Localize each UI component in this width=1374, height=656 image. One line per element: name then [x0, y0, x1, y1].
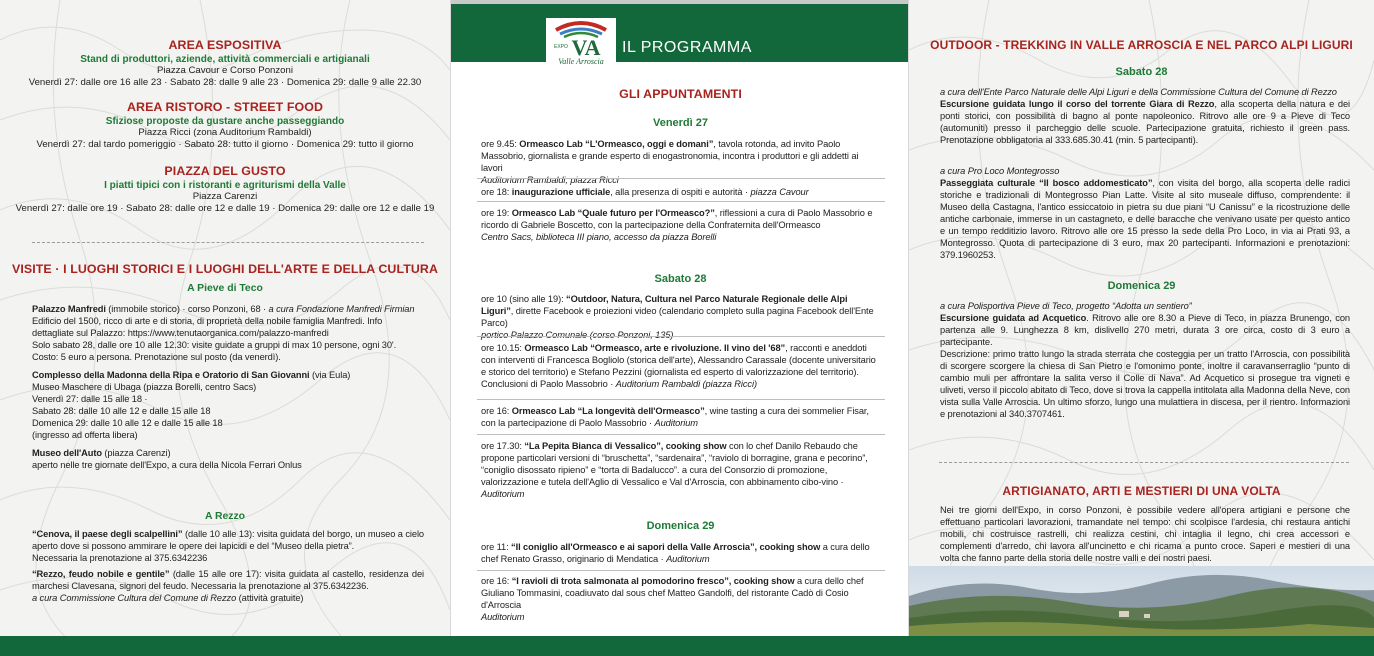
- madonna-ripa-museo: Museo Maschere di Ubaga (piazza Borelli, centro Sacs): [32, 382, 257, 392]
- programma-title: IL PROGRAMMA: [622, 39, 752, 56]
- palazzo-manfredi-address: (immobile storico) · corso Ponzoni, 68 ·: [105, 304, 269, 314]
- madonna-ripa-name: Complesso della Madonna della Ripa e Oratorio di San Giovanni: [32, 370, 310, 380]
- piazza-gusto-hours: Venerdì 27: dalle ore 19 · Sabato 28: dalle ore 12 e dalle 19 · Domenica 29: dalle ore 12 e dalle 19: [15, 203, 435, 215]
- area-ristoro-hours: Venerdì 27: dal tardo pomeriggio · Sabato 28: tutto il giorno · Domenica 29: tutto il giorno: [36, 139, 414, 151]
- event-v2: [481, 186, 881, 198]
- cenova-block: [32, 528, 424, 552]
- event-place: Auditorium: [654, 418, 698, 428]
- cenova-prenotazione: Necessaria la prenotazione al 375.6342236: [32, 553, 208, 563]
- madonna-ripa-venerdi: Venerdì 27: dalle 15 alle 18 ·: [32, 394, 148, 404]
- museo-auto-name: Museo dell'Auto: [32, 448, 102, 458]
- event-time: ore 16:: [481, 406, 512, 416]
- trek-giara-title: Escursione guidata lungo il corso del torrente Giara di Rezzo: [940, 99, 1215, 109]
- event-divider: [477, 399, 885, 400]
- madonna-ripa-sabato: Sabato 28: dalle 10 alle 12 e dalle 15 alle 18: [32, 406, 211, 416]
- palazzo-manfredi-schedule: Solo sabato 28, dalle ore 10 alle 12.30: visite guidate a gruppi di max 10 persone, ogni 30'.: [32, 340, 397, 350]
- madonna-ripa-block: [32, 369, 424, 441]
- outdoor-sabato-heading: Sabato 28: [1115, 66, 1168, 78]
- logo-name-text: Valle Arroscia: [558, 57, 604, 66]
- rezzo-cura-line: [32, 592, 424, 604]
- left-panel: [0, 0, 450, 656]
- event-text: , racconti e aneddoti con interventi di Francesca Bogliolo (storica dell'arte), Alessandro Carassale (docente universitario e storico del territorio) e Stefano Pezzini (giornalista ed esperto di valorizzazione del territorio). Conclusioni di Paolo Massobrio ·: [481, 343, 876, 389]
- outdoor-title: OUTDOOR - TREKKING IN VALLE ARROSCIA E NEL PARCO ALPI LIGURI: [930, 38, 1353, 52]
- area-espositiva-title: AREA ESPOSITIVA: [168, 38, 282, 52]
- event-time: ore 10.15:: [481, 343, 525, 353]
- event-s1: [481, 293, 881, 341]
- event-place: Auditorium Rambaldi, piazza Ricci: [481, 175, 619, 185]
- artigianato-title: ARTIGIANATO, ARTI E MESTIERI DI UNA VOLTA: [1002, 484, 1281, 498]
- event-time: ore 16:: [481, 576, 512, 586]
- expo-valle-arroscia-logo: [546, 18, 616, 66]
- artigianato-text: Nei tre giorni dell'Expo, in corso Ponzoni, è possibile vedere all'opera artigiani e persone che effettuano particolari lavorazioni, tramandate nel tempo: chi scolpisce l'ardesia, chi restaura antichi mobili, chi costruisce rastrelli, chi realizza cestini, chi intaglia il legno, chi crea accessori e complementi d'arredo, chi lavora all'uncinetto e chi ricama a punto croce. Saperi e mestieri di una volta che fanno parte della storia delle nostre valli e dei nostri paesi.: [940, 505, 1350, 563]
- event-s2: [481, 342, 881, 390]
- valley-landscape-photo: [909, 566, 1374, 636]
- feudo-text: (dalle 15 alle ore 17): visita guidata al castello, residenza dei marchesi Clavesana, signori del feudo. Necessaria la prenotazione al 375.6342236.: [32, 569, 424, 591]
- madonna-ripa-via: (via Eula): [309, 370, 351, 380]
- acquetico-title: Escursione guidata ad Acquetico: [940, 313, 1087, 323]
- bosco-block: [940, 165, 1350, 261]
- sabato-heading: Sabato 28: [654, 273, 707, 285]
- trek-giara-cura: a cura dell'Ente Parco Naturale delle Alpi Liguri e della Commissione Cultura del Comune di Rezzo: [940, 87, 1337, 97]
- museo-auto-block: [32, 447, 424, 471]
- event-divider: [477, 434, 885, 435]
- event-place: portico Palazzo Comunale (corso Ponzoni, 135): [481, 330, 674, 340]
- event-time: ore 9.45:: [481, 139, 520, 149]
- event-text: a cura dello chef Giuliano Tommasini, coadiuvato dal sous chef Matteo Gandolfi, del ristorante Cadò di Cosio d'Arroscia: [481, 576, 864, 610]
- piazza-gusto-place: Piazza Carenzi: [192, 191, 258, 202]
- piazza-gusto-subtitle: I piatti tipici con i ristoranti e agriturismi della Valle: [104, 180, 346, 191]
- event-text: , dirette Facebook e proiezioni video (calendario completo sulla pagina Facebook dell'Ente Parco): [481, 306, 874, 328]
- event-title: “I ravioli di trota salmonata al pomodorino fresco”, cooking show: [511, 576, 795, 586]
- event-s3: [481, 405, 881, 429]
- event-time: ore 18:: [481, 187, 512, 197]
- bosco-title: Passeggiata culturale “Il bosco addomesticato”: [940, 178, 1153, 188]
- event-text: , riflessioni a cura di Paolo Massobrio e ricordo di Gabriele Boscetto, con la partecipazione della Confraternita dell'Ormeasco: [481, 208, 873, 230]
- event-s4: [481, 440, 881, 500]
- footer-band: [0, 636, 1374, 656]
- visite-title: VISITE · I LUOGHI STORICI E I LUOGHI DELL'ARTE E DELLA CULTURA: [11, 262, 439, 276]
- acquetico-desc: Descrizione: primo tratto lungo la strada sterrata che costeggia per un tratto l'Arroscia, con possibilità di scorgere scorgere la chiesa di San Pietro e l'omonimo ponte, inoltre il caravanserraglio “punto di cambio muli per affrontare la salita verso il Colle di Nava”. Ad Acquetico si prosegue tra vigneti e uliveti, verso il piccolo abitato di Teco, dove si trova la cappella intitolata alla Madonna della Neve, con vista sulla Valle Arroscia. Un ultimo sforzo, lungo una mulattiera in discesa, per il rientro. Informazioni e prenotazioni al 340.3707461.: [940, 349, 1350, 419]
- venerdi-heading: Venerdì 27: [652, 117, 709, 129]
- event-divider: [477, 201, 885, 202]
- outdoor-domenica-heading: Domenica 29: [1107, 280, 1176, 292]
- event-divider: [477, 570, 885, 571]
- appuntamenti-title: GLI APPUNTAMENTI: [619, 87, 742, 101]
- event-place: Auditorium: [666, 554, 710, 564]
- event-title: “Il coniglio all'Ormeasco e ai sapori della Valle Arroscia”, cooking show: [511, 542, 821, 552]
- event-divider: [477, 336, 885, 337]
- cenova-name: “Cenova, il paese degli scalpellini”: [32, 529, 183, 539]
- section-divider: [32, 242, 424, 243]
- piazza-gusto-title: PIAZZA DEL GUSTO: [164, 164, 286, 178]
- palazzo-manfredi-cura: a cura Fondazione Manfredi Firmian: [268, 304, 415, 314]
- museo-auto-desc: aperto nelle tre giornate dell'Expo, a cura della Nicola Ferrari Onlus: [32, 460, 302, 470]
- acquetico-cura: a cura Polisportiva Pieve di Teco, progetto “Adotta un sentiero”: [940, 301, 1192, 311]
- area-ristoro-place: Piazza Ricci (zona Auditorium Rambaldi): [138, 127, 312, 138]
- pieve-subtitle: A Pieve di Teco: [187, 283, 263, 294]
- section-divider: [939, 462, 1349, 463]
- event-text: , wine tasting a cura dei sommelier Fisar, con la partecipazione di Paolo Massobrio ·: [481, 406, 869, 428]
- cenova-text: (dalle 10 alle 13): visita guidata del borgo, un museo a cielo aperto dove si possono ammirare le opere dei lapicidi e del “Museo della pietra”.: [32, 529, 424, 551]
- area-ristoro-title: AREA RISTORO - STREET FOOD: [126, 100, 324, 114]
- event-place: Auditorium: [481, 612, 525, 622]
- bosco-text: , con visita del borgo, alla scoperta delle radici storiche e tradizionali di Montegrosso Pian Latte. Visite al sito museale diffuso, comprendente: il Museo della Castagna, l'antico essiccatoio in pietra su due piani “U Canissu” e la ricostruzione delle antiche carbonaie, immerse in un castagneto, e delle baracche che venivano usate per questo antico e un tempo redditizio lavoro. Ritrovo alle ore 15 presso la sede della Pro Loco, in via ai Prati 93, a Montegrosso. Quota di partecipazione di 3 euro, max 20 partecipanti. Informazioni e prenotazioni: 379.1960253.: [940, 178, 1350, 260]
- outdoor-panel: [909, 0, 1374, 656]
- palazzo-manfredi-block: [32, 303, 424, 363]
- event-title: Ormeasco Lab “Quale futuro per l'Ormeasco?”: [511, 208, 715, 218]
- area-ristoro-subtitle: Sfiziose proposte da gustare anche passeggiando: [105, 116, 345, 127]
- domenica-heading: Domenica 29: [646, 520, 715, 532]
- acquetico-text: . Ritrovo alle ore 8.30 a Pieve di Teco, in piazza Brunengo, con partenza alle 9. Lunghezza 8 km, dislivello 270 metri, durata 3 ore circa, costo di 3 euro a partecipante.: [940, 313, 1350, 347]
- madonna-ripa-domenica: Domenica 29: dalle 10 alle 12 e dalle 15 alle 18: [32, 418, 223, 428]
- event-place: piazza Cavour: [750, 187, 809, 197]
- area-espositiva-place: Piazza Cavour e Corso Ponzoni: [157, 65, 293, 76]
- event-text: a cura dello chef Renato Grasso, originario di Mendatica ·: [481, 542, 870, 564]
- feudo-block: [32, 568, 424, 592]
- area-espositiva-hours: Venerdì 27: dalle ore 16 alle 23 · Sabato 28: dalle 9 alle 23 · Domenica 29: dalle 9 alle 22.30: [28, 77, 422, 89]
- event-title: Ormeasco Lab “La longevità dell'Ormeasco”: [511, 406, 705, 416]
- event-place: Centro Sacs, biblioteca III piano, accesso da piazza Borelli: [481, 232, 717, 242]
- event-d1: [481, 541, 881, 565]
- event-text: , alla presenza di ospiti e autorità ·: [610, 187, 751, 197]
- logo-va-text: VA: [571, 35, 601, 60]
- event-place: Auditorium Rambaldi (piazza Ricci): [615, 379, 757, 389]
- palazzo-manfredi-cost: Costo: 5 euro a persona. Prenotazione sul posto (da venerdì).: [32, 352, 281, 362]
- event-time: ore 11:: [481, 542, 512, 552]
- programma-header: [451, 0, 909, 66]
- event-title: Ormeasco Lab “Ormeasco, arte e rivoluzione. Il vino del '68”: [524, 343, 786, 353]
- event-v3: [481, 207, 881, 243]
- event-divider: [477, 178, 885, 179]
- event-text: , tavola rotonda, ad invito Paolo Massobrio, giornalista e grande esperto di enogastronomia, incontra i produttori e gli addetti ai lavori: [481, 139, 859, 173]
- rezzo-subtitle: A Rezzo: [204, 511, 246, 522]
- event-text: con lo chef Danilo Rebaudo che propone particolari versioni di “bruschetta”, “sardenaira”, “raviolo di borragine, grana e pecorino”, “coniglio disossato ripieno” e “torta di Badalucco”. a cura del Consorzio di promozione, valorizzazione e tutela dell'Aglio di Vessalico e Val d'Arroscia, con abbinamento cibo-vino ·: [481, 441, 868, 487]
- bosco-cura: a cura Pro Loco Montegrosso: [940, 166, 1060, 176]
- area-espositiva-subtitle: Stand di produttori, aziende, attività commerciali e artigianali: [80, 54, 370, 65]
- palazzo-manfredi-desc: Edificio del 1500, ricco di arte e di storia, di proprietà della nobile famiglia Manfredi. Info dettagliate sul Palazzo: https://www.tenutaorganica.com/palazzo-manfredi: [32, 316, 383, 338]
- acquetico-block: [940, 300, 1350, 420]
- event-title: inaugurazione ufficiale: [511, 187, 611, 197]
- feudo-name: “Rezzo, feudo nobile e gentile”: [32, 569, 170, 579]
- programma-panel: [450, 0, 909, 656]
- rezzo-cura-note: (attività gratuite): [236, 593, 304, 603]
- event-title: Ormeasco Lab “L'Ormeasco, oggi e domani”: [519, 139, 714, 149]
- event-time: ore 10 (sino alle 19):: [481, 294, 567, 304]
- event-place: Auditorium: [481, 489, 525, 499]
- trek-giara-text: , alla scoperta della natura e dei ponti storici, con possibilità di bagno al ponte napoleonico. Ritrovo alle ore 9 a Pieve di Teco (automuniti) presso il parcheggio delle scuole. Partecipazione gratuita, richiesto il green pass. Prenotazione obbligatoria al 333.685.30.41 (min. 5 partecipanti).: [940, 99, 1350, 145]
- event-title: “La Pepita Bianca di Vessalico”, cooking show: [524, 441, 727, 451]
- palazzo-manfredi-name: Palazzo Manfredi: [32, 304, 106, 314]
- event-title: “Outdoor, Natura, Cultura nel Parco Naturale Regionale delle Alpi Liguri”: [481, 294, 848, 316]
- event-time: ore 17.30:: [481, 441, 525, 451]
- logo-expo-text: EXPO: [554, 44, 568, 50]
- event-time: ore 19:: [481, 208, 512, 218]
- event-d2: [481, 575, 881, 623]
- museo-auto-place: (piazza Carenzi): [101, 448, 171, 458]
- rezzo-cura: a cura Commissione Cultura del Comune di Rezzo: [32, 593, 237, 603]
- madonna-ripa-ingresso: (ingresso ad offerta libera): [32, 430, 138, 440]
- trek-giara-block: [940, 86, 1350, 146]
